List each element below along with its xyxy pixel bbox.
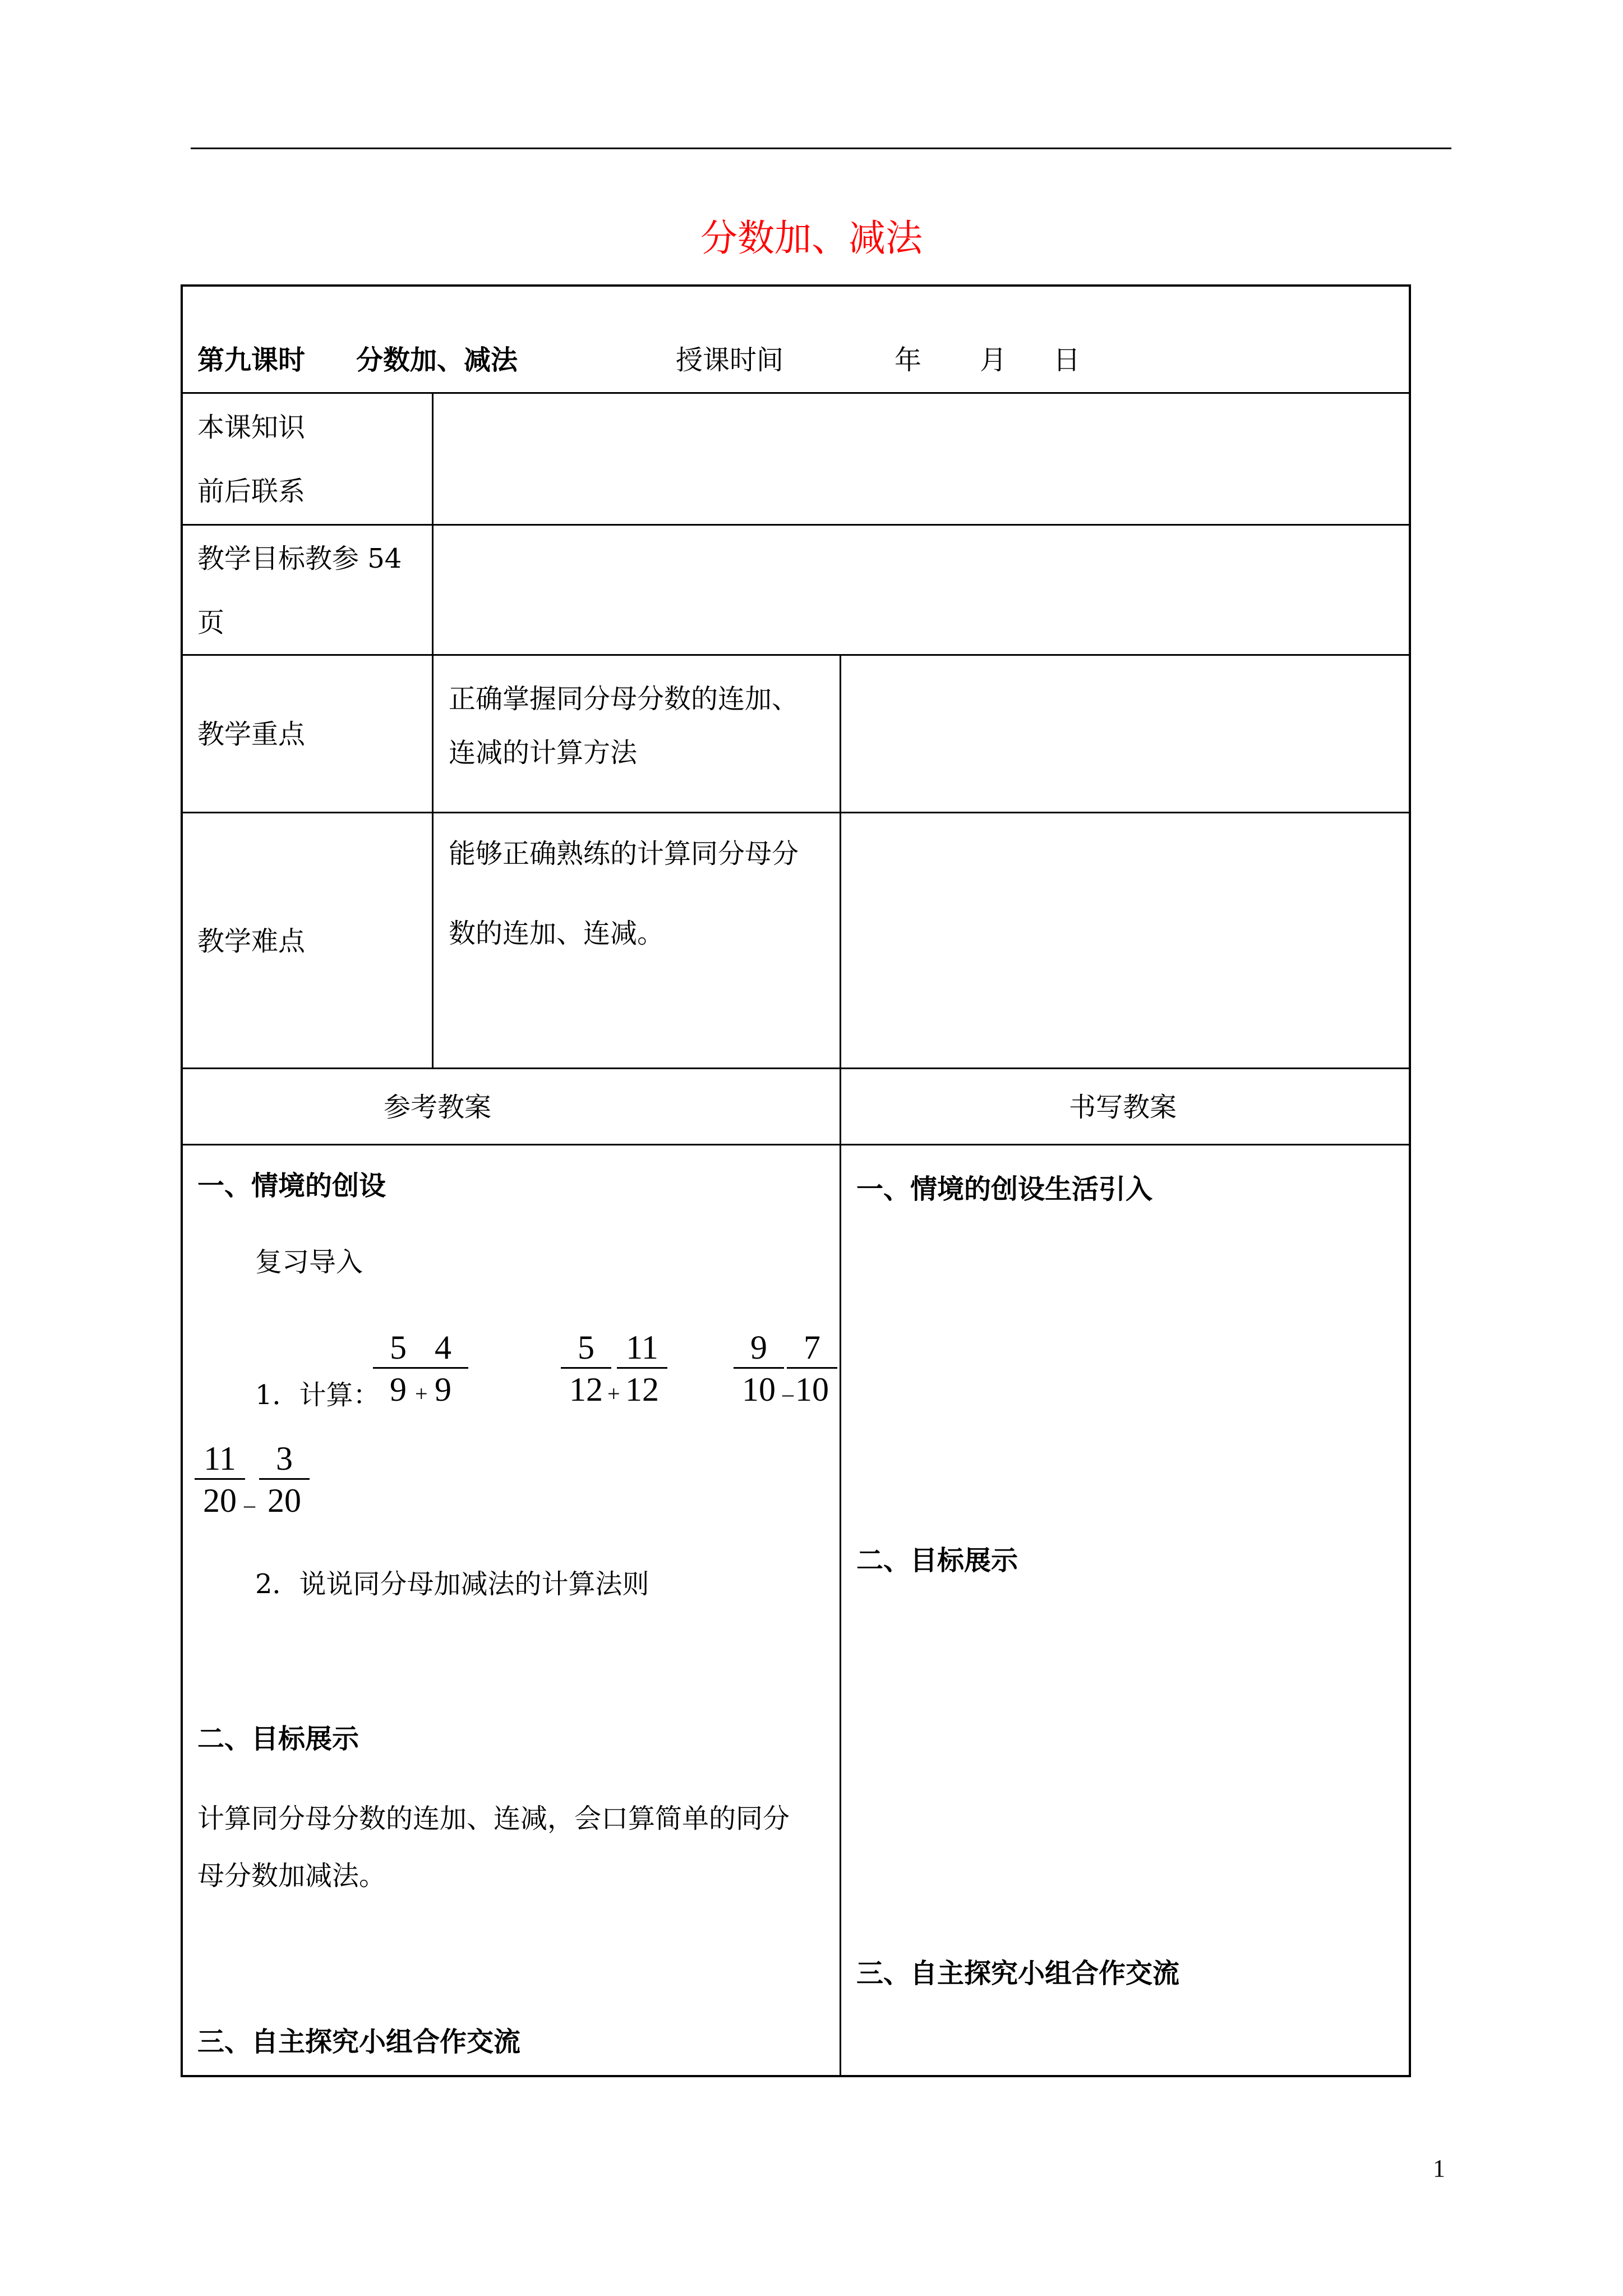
- fraction: 5 12: [555, 1328, 617, 1410]
- page-title: 分数加、减法: [700, 217, 923, 260]
- key-points-line2: 连减的计算方法: [449, 737, 638, 769]
- key-points-label: 教学重点: [197, 719, 306, 750]
- row-divider: [181, 1144, 1411, 1145]
- reference-plan-header: 参考教案: [384, 1092, 492, 1123]
- section2-line2: 母分数加减法。: [197, 1860, 386, 1892]
- section1-heading: 一、情境的创设: [197, 1170, 386, 1202]
- goals-label-line2: 页: [197, 607, 225, 638]
- knowledge-label-line2: 前后联系: [197, 476, 306, 507]
- key-points-line1: 正确掌握同分母分数的连加、: [449, 683, 799, 715]
- table-border-bottom: [181, 2075, 1411, 2077]
- label-column-divider: [432, 392, 434, 1069]
- writing-section1: 一、情境的创设生活引入: [856, 1174, 1153, 1205]
- knowledge-label-line1: 本课知识: [197, 412, 306, 443]
- row-divider: [181, 392, 1411, 394]
- difficulty-line2: 数的连加、连减。: [449, 918, 665, 949]
- section2-line1: 计算同分母分数的连加、连减，会口算简单的同分: [197, 1803, 790, 1834]
- fraction: 9 10: [728, 1328, 790, 1410]
- month-label: 月: [980, 344, 1007, 376]
- difficulty-line1: 能够正确熟练的计算同分母分: [449, 838, 799, 869]
- fraction: 7 10: [781, 1328, 843, 1410]
- fraction: 4 9: [412, 1328, 474, 1410]
- section2-heading: 二、目标展示: [197, 1723, 359, 1755]
- class-time-label: 授课时间: [676, 344, 784, 376]
- exercise-2-text: 2．说说同分母加减法的计算法则: [255, 1568, 649, 1600]
- day-label: 日: [1053, 344, 1081, 376]
- year-label: 年: [895, 344, 922, 376]
- minus-sign: –: [244, 1492, 255, 1517]
- row-divider: [181, 654, 1411, 656]
- difficulty-label: 教学难点: [197, 926, 306, 957]
- fraction: 11 20: [189, 1439, 251, 1521]
- table-border-top: [181, 284, 1411, 287]
- exercise-1-label: 1．计算：: [255, 1379, 380, 1411]
- table-border-right: [1409, 284, 1411, 2077]
- goals-label-line1: 教学目标教参 54: [197, 543, 402, 574]
- lesson-number: 第九课时: [197, 344, 306, 376]
- fraction: 11 12: [611, 1328, 673, 1410]
- plus-sign: +: [415, 1381, 428, 1406]
- writing-plan-header: 书写教案: [1069, 1092, 1177, 1123]
- writing-section2: 二、目标展示: [856, 1545, 1018, 1576]
- row-divider: [181, 1068, 1411, 1069]
- row-divider: [181, 524, 1411, 526]
- fraction: 3 20: [253, 1439, 315, 1521]
- section3-heading: 三、自主探究小组合作交流: [197, 2026, 521, 2058]
- minus-sign: –: [782, 1381, 794, 1406]
- row-divider: [181, 812, 1411, 813]
- review-intro: 复习导入: [255, 1246, 363, 1278]
- plus-sign: +: [607, 1381, 620, 1406]
- header-rule: [191, 148, 1451, 149]
- writing-section3: 三、自主探究小组合作交流: [856, 1958, 1180, 1989]
- page-number: 1: [1433, 2155, 1445, 2182]
- lesson-topic: 分数加、减法: [356, 344, 518, 376]
- fraction: 5 9: [367, 1328, 429, 1410]
- table-border-left: [181, 284, 183, 2077]
